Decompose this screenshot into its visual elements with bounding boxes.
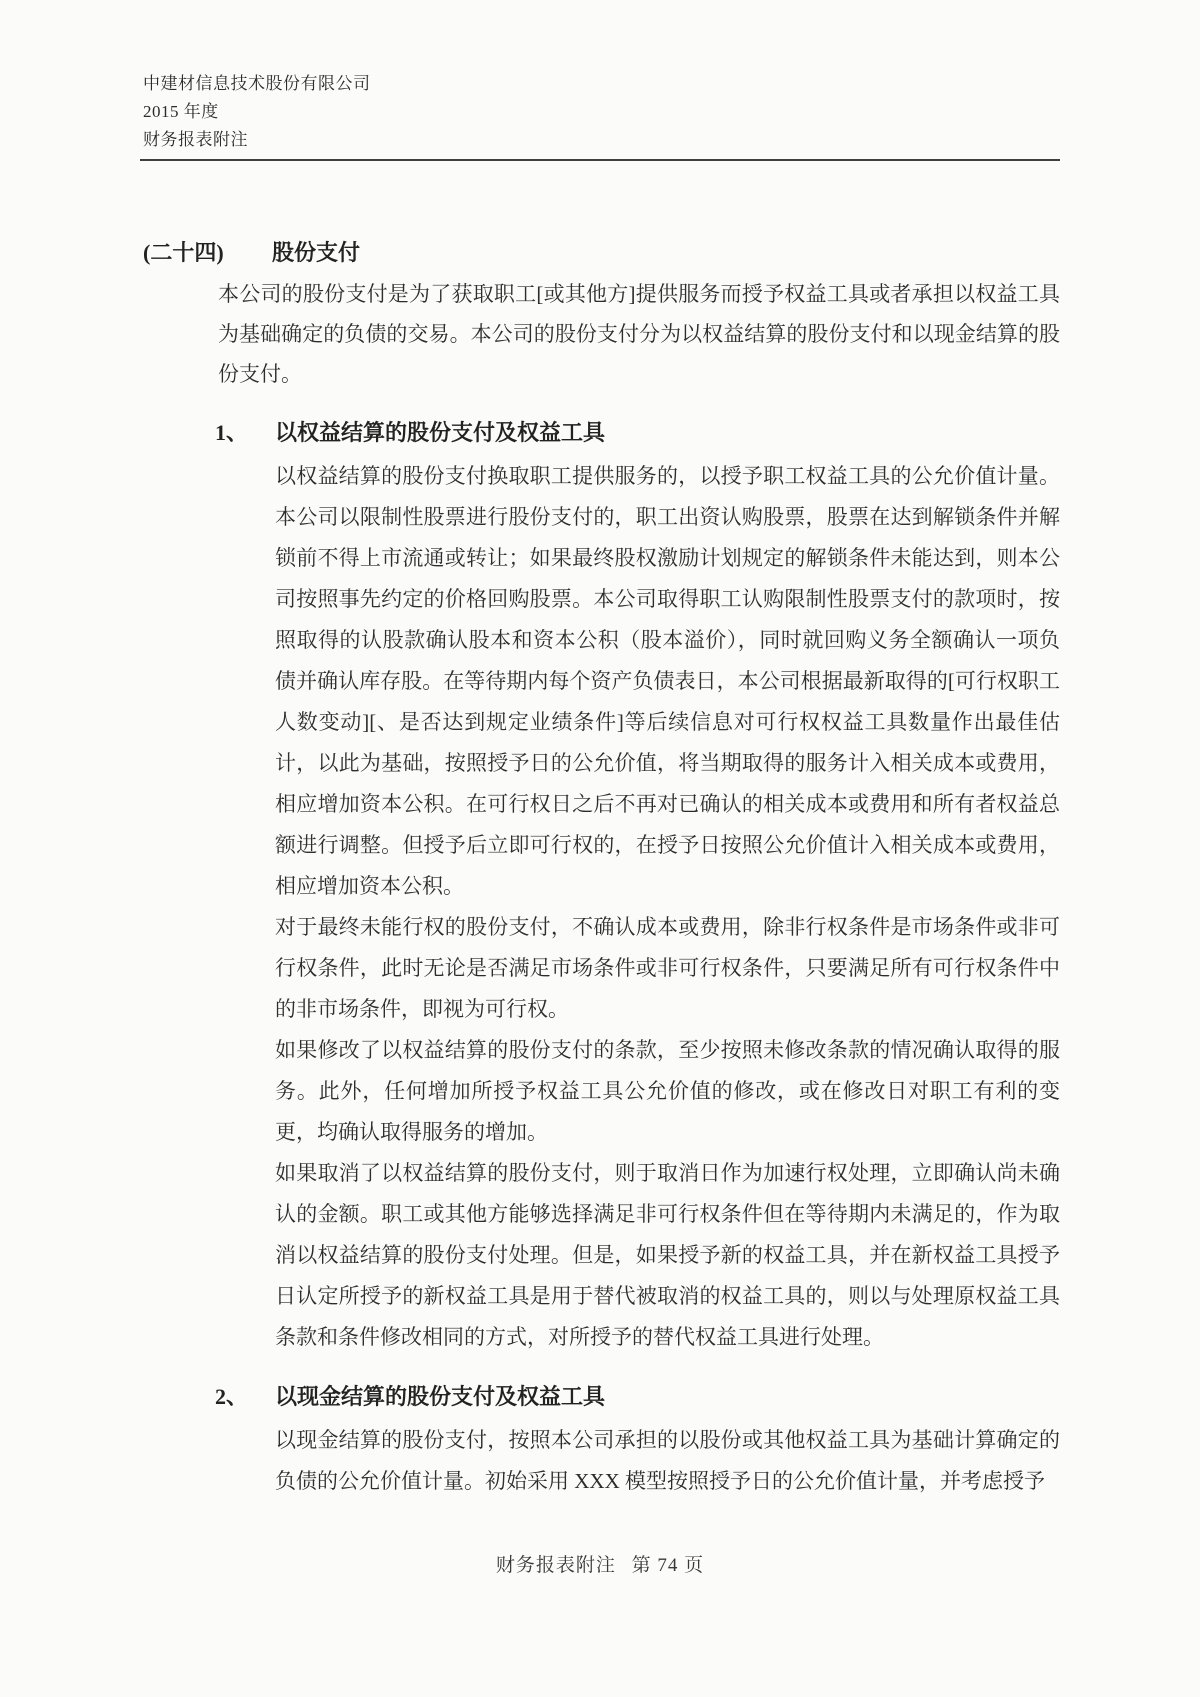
subsection-title: 以权益结算的股份支付及权益工具 — [275, 420, 606, 445]
subsection-number: 1、 — [215, 420, 249, 445]
subsection-heading — [143, 1382, 1061, 1412]
content-area — [143, 238, 1061, 1502]
subsection-heading — [143, 418, 1061, 448]
header-divider — [140, 159, 1060, 161]
subsection-title: 以现金结算的股份支付及权益工具 — [275, 1384, 606, 1409]
body-paragraph: 如果修改了以权益结算的股份支付的条款，至少按照未修改条款的情况确认取得的服务。此外，任何增加所授予权益工具公允价值的修改，或在修改日对职工有利的变更，均确认取得服务的增加。 — [275, 1038, 1060, 1144]
fiscal-year: 2015 年度 — [143, 102, 219, 121]
subsection-body — [143, 456, 1061, 1358]
section-title: 股份支付 — [272, 240, 361, 265]
subsection-cash-settled — [143, 1382, 1061, 1502]
section-heading — [143, 238, 1061, 268]
body-paragraph: 对于最终未能行权的股份支付，不确认成本或费用，除非行权条件是市场条件或非可行权条件，此时无论是否满足市场条件或非可行权条件，只要满足所有可行权条件中的非市场条件，即视为可行权。 — [275, 915, 1060, 1021]
body-paragraph: 如果取消了以权益结算的股份支付，则于取消日作为加速行权处理，立即确认尚未确认的金额。职工或其他方能够选择满足非可行权条件但在等待期内未满足的，作为取消以权益结算的股份支付处理。但是，如果授予新的权益工具，并在新权益工具授予日认定所授予的新权益工具是用于替代被取消的权益工具的，则以与处理原权益工具条款和条件修改相同的方式，对所授予的替代权益工具进行处理。 — [275, 1161, 1060, 1349]
section-intro-paragraph: 本公司的股份支付是为了获取职工[或其他方]提供服务而授予权益工具或者承担以权益工具为基础确定的负债的交易。本公司的股份支付分为以权益结算的股份支付和以现金结算的股份支付。 — [218, 282, 1060, 386]
subsection-body — [143, 1420, 1061, 1502]
subsection-number: 2、 — [215, 1384, 249, 1409]
footer-page-number: 第 74 页 — [631, 1555, 705, 1576]
footer-label: 财务报表附注 — [495, 1555, 616, 1576]
page-footer — [0, 1550, 1200, 1577]
document-title: 财务报表附注 — [143, 130, 248, 149]
section-number: (二十四) — [143, 240, 224, 265]
body-paragraph: 以权益结算的股份支付换取职工提供服务的，以授予职工权益工具的公允价值计量。本公司以限制性股票进行股份支付的，职工出资认购股票，股票在达到解锁条件并解锁前不得上市流通或转让；如果最终股权激励计划规定的解锁条件未能达到，则本公司按照事先约定的价格回购股票。本公司取得职工认购限制性股票支付的款项时，按照取得的认股款确认股本和资本公积（股本溢价），同时就回购义务全额确认一项负债并确认库存股。在等待期内每个资产负债表日，本公司根据最新取得的[可行权职工人数变动][、是否达到规定业绩条件]等后续信息对可行权权益工具数量作出最佳估计，以此为基础，按照授予日的公允价值，将当期取得的服务计入相关成本或费用，相应增加资本公积。在可行权日之后不再对已确认的相关成本或费用和所有者权益总额进行调整。但授予后立即可行权的，在授予日按照公允价值计入相关成本或费用，相应增加资本公积。 — [275, 464, 1060, 898]
body-paragraph: 以现金结算的股份支付，按照本公司承担的以股份或其他权益工具为基础计算确定的负债的公允价值计量。初始采用 XXX 模型按照授予日的公允价值计量，并考虑授予 — [275, 1428, 1060, 1493]
page-header — [143, 70, 371, 154]
subsection-equity-settled — [143, 418, 1061, 1358]
company-name: 中建材信息技术股份有限公司 — [143, 74, 371, 93]
